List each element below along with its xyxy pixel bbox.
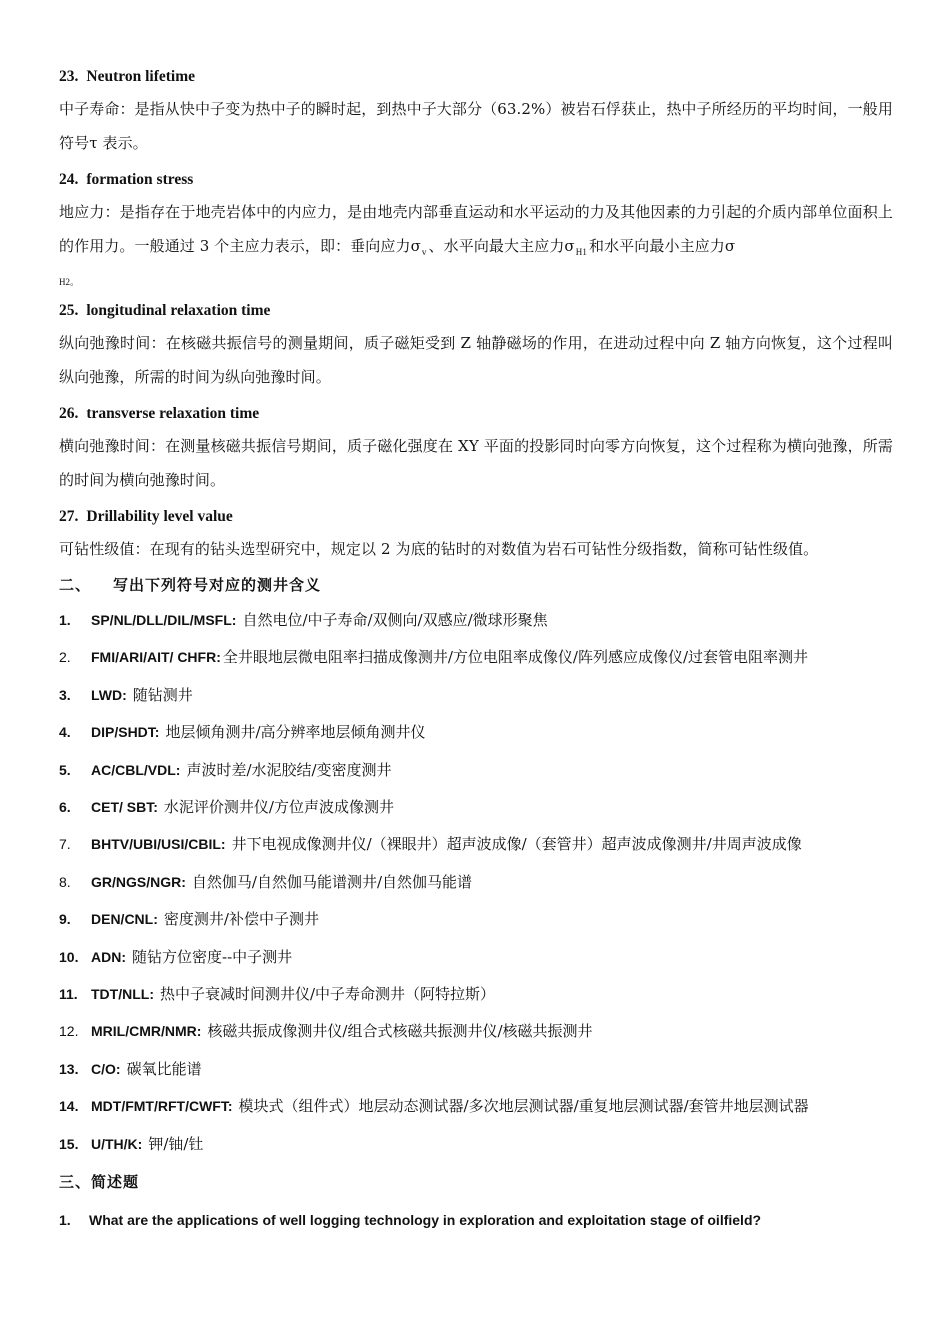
item-code: SP/NL/DLL/DIL/MSFL:: [91, 612, 237, 628]
item-number: 3.: [59, 686, 71, 703]
abbreviation-list: [59, 602, 893, 1163]
list-item: [59, 864, 893, 901]
item-code: TDT/NLL:: [91, 986, 154, 1003]
item-meaning: 地层倾角测井/高分辨率地层倾角测井仪: [165, 723, 426, 742]
item-number: 8.: [59, 873, 71, 890]
item-number: 6.: [59, 799, 71, 816]
list-item: [59, 602, 893, 639]
list-item: [59, 1088, 893, 1125]
definition-text: 、水平向最大主应力σ: [428, 237, 575, 255]
section-title: 写出下列符号对应的测井含义: [113, 576, 322, 594]
item-meaning: 声波时差/水泥胶结/变密度测井: [186, 760, 392, 779]
item-number: 10.: [59, 948, 79, 965]
item-number: 2.: [59, 649, 71, 666]
term-number: 27.: [59, 508, 79, 525]
term-heading: [59, 403, 893, 425]
list-item: [59, 1126, 893, 1163]
list-item: [59, 752, 893, 789]
item-number: 15.: [59, 1135, 79, 1152]
list-item: [59, 826, 893, 863]
definition-end: 。: [70, 277, 80, 287]
item-meaning: 随钻测井: [132, 685, 193, 704]
question-item: [59, 1209, 893, 1231]
subscript-h2: H2: [59, 277, 70, 287]
item-meaning: 模块式（组件式）地层动态测试器/多次地层测试器/重复地层测试器/套管井地层测试器: [238, 1097, 809, 1116]
list-item: [59, 939, 893, 976]
term-number: 25.: [59, 302, 79, 319]
section-heading: 三、简述题: [59, 1173, 140, 1192]
term-number: 23.: [59, 68, 79, 85]
term-title: Drillability level value: [86, 508, 233, 525]
term-definition: 可钻性级值：在现有的钻头选型研究中，规定以 2 为底的钻时的对数值为岩石可钻性分级指数，简称可钻性级值。: [59, 540, 819, 558]
list-item: [59, 1013, 893, 1050]
item-meaning: 碳氧比能谱: [126, 1059, 202, 1078]
item-code: DEN/CNL:: [91, 911, 158, 928]
item-meaning: 密度测井/补偿中子测井: [163, 910, 319, 929]
item-meaning: 全井眼地层微电阻率扫描成像测井/方位电阻率成像仪/阵列感应成像仪/过套管电阻率测井: [222, 648, 809, 667]
subscript-h1: H1: [575, 247, 587, 257]
list-item: [59, 976, 893, 1013]
item-meaning: 热中子衰减时间测井仪/中子寿命测井（阿特拉斯）: [159, 985, 496, 1004]
item-code: AC/CBL/VDL:: [91, 761, 181, 778]
definition-tail: [59, 273, 893, 291]
list-item: [59, 714, 893, 751]
item-meaning: 随钻方位密度--中子测井: [132, 947, 293, 966]
item-meaning: 钾/铀/钍: [148, 1134, 204, 1153]
list-item: [59, 789, 893, 826]
term-heading: [59, 169, 893, 191]
item-number: 7.: [59, 836, 71, 853]
subscript-v: v: [421, 247, 427, 257]
item-meaning: 自然伽马/自然伽马能谱测井/自然伽马能谱: [191, 872, 472, 891]
item-number: 9.: [59, 911, 71, 928]
list-item: [59, 677, 893, 714]
definition-text: 和水平向最小主应力σ: [588, 237, 736, 255]
item-meaning: 水泥评价测井仪/方位声波成像测井: [163, 798, 394, 817]
item-code: BHTV/UBI/USI/CBIL:: [91, 836, 226, 853]
term-title: longitudinal relaxation time: [86, 302, 271, 319]
item-number: 11.: [59, 986, 78, 1003]
term-number: 26.: [59, 405, 79, 422]
item-code: MDT/FMT/RFT/CWFT:: [91, 1098, 233, 1115]
item-number: 14.: [59, 1098, 79, 1115]
item-number: 4.: [59, 724, 71, 741]
term-definition: 中子寿命：是指从快中子变为热中子的瞬时起，到热中子大部分（63.2%）被岩石俘获止，热中子所经历的平均时间，一般用符号τ 表示。: [59, 100, 893, 152]
definition-text: 地应力：是指存在于地壳岩体中的内应力，是由地壳内部垂直运动和水平运动的力及其他因素的力引起的介质内部单位面积上的作用力。一般通过 3 个主应力表示，即：垂向应力σ: [59, 203, 893, 255]
item-number: 13.: [59, 1060, 79, 1077]
term-title: formation stress: [86, 171, 194, 188]
item-meaning: 自然电位/中子寿命/双侧向/双感应/微球形聚焦: [242, 611, 548, 629]
question-number: 1.: [59, 1212, 71, 1229]
item-meaning: 井下电视成像测井仪/（裸眼井）超声波成像/（套管井）超声波成像测井/井周声波成像: [231, 835, 802, 854]
section-heading: [59, 572, 893, 598]
term-heading: [59, 506, 893, 528]
item-code: C/O:: [91, 1060, 121, 1077]
question-text: What are the applications of well logging technology in exploration and exploitation stage of oilfield?: [89, 1212, 762, 1229]
item-number: 12.: [59, 1023, 79, 1040]
term-title: Neutron lifetime: [86, 68, 195, 85]
item-code: CET/ SBT:: [91, 799, 158, 816]
item-code: MRIL/CMR/NMR:: [91, 1023, 202, 1040]
item-code: ADN:: [91, 948, 126, 965]
item-meaning: 核磁共振成像测井仪/组合式核磁共振测井仪/核磁共振测井: [207, 1022, 593, 1041]
term-definition: 横向弛豫时间：在测量核磁共振信号期间，质子磁化强度在 XY 平面的投影同时向零方向恢复，这个过程称为横向弛豫，所需的时间为横向弛豫时间。: [59, 437, 893, 489]
term-title: transverse relaxation time: [86, 405, 260, 422]
item-code: DIP/SHDT:: [91, 724, 160, 741]
term-heading: [59, 66, 893, 88]
term-definition: [59, 195, 893, 269]
section-number: 二、: [59, 576, 92, 594]
term-definition: 纵向弛豫时间：在核磁共振信号的测量期间，质子磁矩受到 Z 轴静磁场的作用，在进动过程中向 Z 轴方向恢复，这个过程叫纵向弛豫，所需的时间为纵向弛豫时间。: [59, 334, 893, 386]
item-code: LWD:: [91, 686, 127, 703]
item-code: U/TH/K:: [91, 1135, 143, 1152]
list-item: [59, 639, 893, 676]
item-code: GR/NGS/NGR:: [91, 873, 186, 890]
list-item: [59, 1051, 893, 1088]
item-code: FMI/ARI/AIT/ CHFR:: [91, 649, 221, 666]
item-number: 1.: [59, 612, 71, 628]
list-item: [59, 901, 893, 938]
term-number: 24.: [59, 171, 79, 188]
item-number: 5.: [59, 761, 71, 778]
term-heading: [59, 300, 893, 322]
